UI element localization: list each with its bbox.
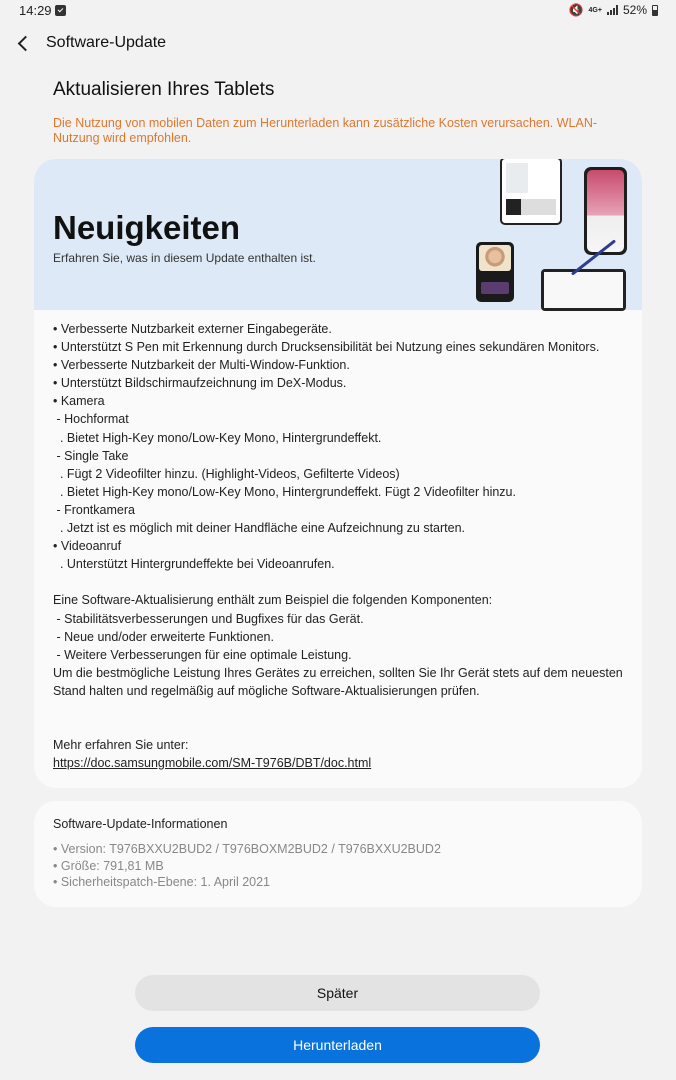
- note-spacer: [53, 573, 633, 591]
- app-bar: [0, 22, 676, 66]
- back-arrow-icon[interactable]: [14, 34, 34, 54]
- note-line: - Neue und/oder erweiterte Funktionen.: [53, 629, 274, 644]
- battery-icon: [652, 5, 658, 16]
- note-line: - Weitere Verbesserungen für eine optimale Leistung.: [53, 647, 352, 662]
- network-type: 4G+: [588, 6, 602, 14]
- note-line: - Frontkamera: [53, 502, 135, 517]
- note-line: • Verbesserte Nutzbarkeit der Multi-Window-Funktion.: [53, 358, 350, 373]
- whats-new-subtitle: Erfahren Sie, was in diesem Update enthalten ist.: [53, 251, 316, 265]
- status-bar: [0, 0, 676, 22]
- note-line: • Verbesserte Nutzbarkeit externer Eingabegeräte.: [53, 322, 332, 336]
- signal-icon: [607, 5, 618, 15]
- update-info-card: [34, 801, 642, 907]
- note-line: • Kamera: [53, 394, 105, 409]
- security-patch-level: • Sicherheitspatch-Ebene: 1. April 2021: [53, 875, 271, 890]
- whats-new-hero: [34, 159, 642, 310]
- flip-phone-device-image: [476, 242, 514, 302]
- note-line: Um die bestmögliche Leistung Ihres Gerätes zu erreichen, sollten Sie Ihr Gerät stets auf dem neuesten: [53, 665, 623, 680]
- note-line: Eine Software-Aktualisierung enthält zum Beispiel die folgenden Komponenten:: [53, 593, 493, 608]
- note-line: • Videoanruf: [53, 539, 122, 554]
- update-size: • Größe: 791,81 MB: [53, 858, 164, 873]
- later-button[interactable]: Später: [135, 975, 540, 1011]
- more-info-link[interactable]: https://doc.samsungmobile.com/SM-T976B/DBT/doc.html: [53, 756, 372, 770]
- note-line: . Fügt 2 Videofilter hinzu. (Highlight-Videos, Gefilterte Videos): [53, 466, 400, 481]
- tablet-device-image: [541, 269, 626, 311]
- foldable-device-image: [500, 159, 562, 225]
- note-line: . Unterstützt Hintergrundeffekte bei Videoanrufen.: [53, 557, 335, 572]
- devices-illustration: [471, 159, 642, 310]
- note-line: Stand halten und regelmäßig auf mögliche Software-Aktualisierungen prüfen.: [53, 683, 480, 698]
- note-line: - Hochformat: [53, 412, 129, 427]
- download-button[interactable]: Herunterladen: [135, 1027, 540, 1063]
- battery-percent: 52%: [622, 3, 647, 17]
- update-version: • Version: T976BXXU2BUD2 / T976BOXM2BUD2 / T976BXXU2BUD2: [53, 842, 441, 856]
- note-line: - Stabilitätsverbesserungen und Bugfixes für das Gerät.: [53, 611, 364, 626]
- status-time: 14:29: [19, 3, 52, 18]
- update-info-title: Software-Update-Informationen: [53, 817, 228, 831]
- update-info-list: [53, 841, 441, 891]
- notification-check-icon: [55, 5, 66, 16]
- note-line: • Unterstützt Bildschirmaufzeichnung im DeX-Modus.: [53, 376, 347, 391]
- note-line: • Unterstützt S Pen mit Erkennung durch Drucksensibilität bei Nutzung eines sekundären Monitors.: [53, 340, 600, 355]
- release-notes: [53, 320, 633, 700]
- page-heading: Aktualisieren Ihres Tablets: [53, 79, 275, 100]
- note-line: - Single Take: [53, 448, 129, 463]
- whats-new-card: [34, 159, 642, 788]
- note-line: . Jetzt ist es möglich mit deiner Handfläche eine Aufzeichnung zu starten.: [53, 521, 466, 536]
- status-icons: [569, 3, 658, 17]
- app-bar-title: Software-Update: [46, 34, 167, 51]
- whats-new-title: Neuigkeiten: [53, 209, 241, 246]
- note-line: . Bietet High-Key mono/Low-Key Mono, Hintergrundeffekt. Fügt 2 Videofilter hinzu.: [53, 484, 516, 499]
- mute-icon: 🔇: [568, 3, 584, 17]
- more-info-label: Mehr erfahren Sie unter:: [53, 738, 189, 752]
- mobile-data-warning: Die Nutzung von mobilen Daten zum Herunterladen kann zusätzliche Kosten verursachen. WLAN-Nutzung wird empfohlen.: [53, 116, 598, 145]
- phone-device-image: [584, 167, 627, 255]
- note-line: . Bietet High-Key mono/Low-Key Mono, Hintergrundeffekt.: [53, 430, 382, 445]
